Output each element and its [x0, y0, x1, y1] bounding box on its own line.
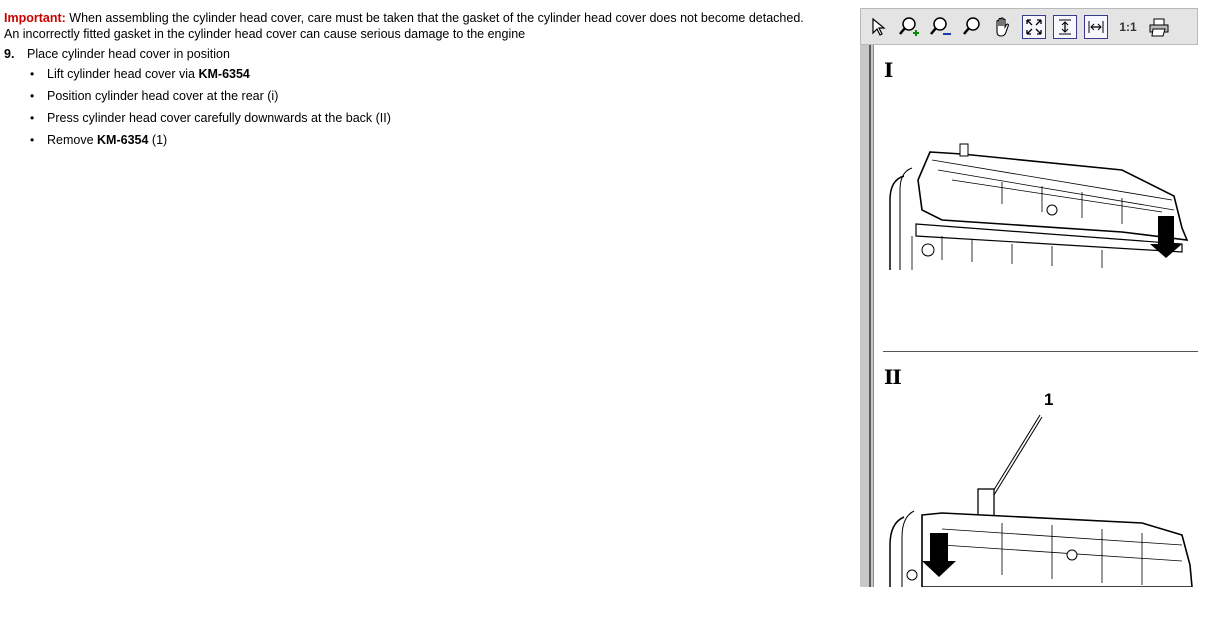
zoom-search-icon[interactable] — [960, 15, 984, 39]
cylinder-head-cover-illustration-top — [882, 140, 1198, 270]
panel-label-bottom: II — [884, 365, 901, 389]
figure-separator — [883, 351, 1198, 352]
fit-height-icon[interactable] — [1053, 15, 1077, 39]
step-title: Place cylinder head cover in position — [27, 47, 230, 61]
viewer-frame-border — [860, 45, 874, 587]
important-label: Important: — [4, 11, 66, 25]
figure-canvas[interactable] — [874, 45, 1198, 587]
bullet-tool-code: KM-6354 — [97, 133, 149, 147]
viewer-toolbar — [860, 8, 1198, 45]
pointer-icon[interactable] — [867, 15, 891, 39]
important-text-line2: An incorrectly fitted gasket in the cylinder head cover can cause serious damage to the engine — [4, 27, 526, 41]
step-bullet-list — [4, 63, 854, 151]
image-viewer — [860, 8, 1198, 587]
bullet-tool-code: KM-6354 — [198, 67, 250, 81]
zoom-out-icon[interactable] — [929, 15, 953, 39]
callout-label: 1 — [1044, 390, 1054, 409]
important-notice — [4, 10, 854, 26]
bullet-text: Press cylinder head cover carefully downwards at the back (II) — [47, 111, 391, 125]
list-item — [4, 85, 854, 107]
list-item — [4, 129, 854, 151]
instruction-document — [4, 10, 854, 151]
print-icon[interactable] — [1147, 15, 1171, 39]
fit-width-icon[interactable] — [1084, 15, 1108, 39]
bullet-text: Remove — [47, 133, 98, 147]
pan-hand-icon[interactable] — [991, 15, 1015, 39]
cylinder-head-cover-illustration-bottom — [882, 405, 1198, 587]
zoom-in-icon[interactable] — [898, 15, 922, 39]
step-number: 9. — [4, 47, 15, 61]
step-9 — [4, 46, 854, 62]
actual-size-icon[interactable] — [1114, 15, 1142, 39]
list-item — [4, 63, 854, 85]
important-text: When assembling the cylinder head cover, care must be taken that the gasket of the cylinder head cover does not become detached. — [69, 11, 804, 25]
panel-label-top: I — [884, 58, 893, 82]
bullet-text: Position cylinder head cover at the rear (i) — [47, 89, 279, 103]
bullet-suffix: (1) — [148, 133, 168, 147]
fit-page-icon[interactable] — [1022, 15, 1046, 39]
actual-size-label: 1:1 — [1119, 20, 1137, 34]
bullet-text: Lift cylinder head cover via — [47, 67, 199, 81]
list-item — [4, 107, 854, 129]
